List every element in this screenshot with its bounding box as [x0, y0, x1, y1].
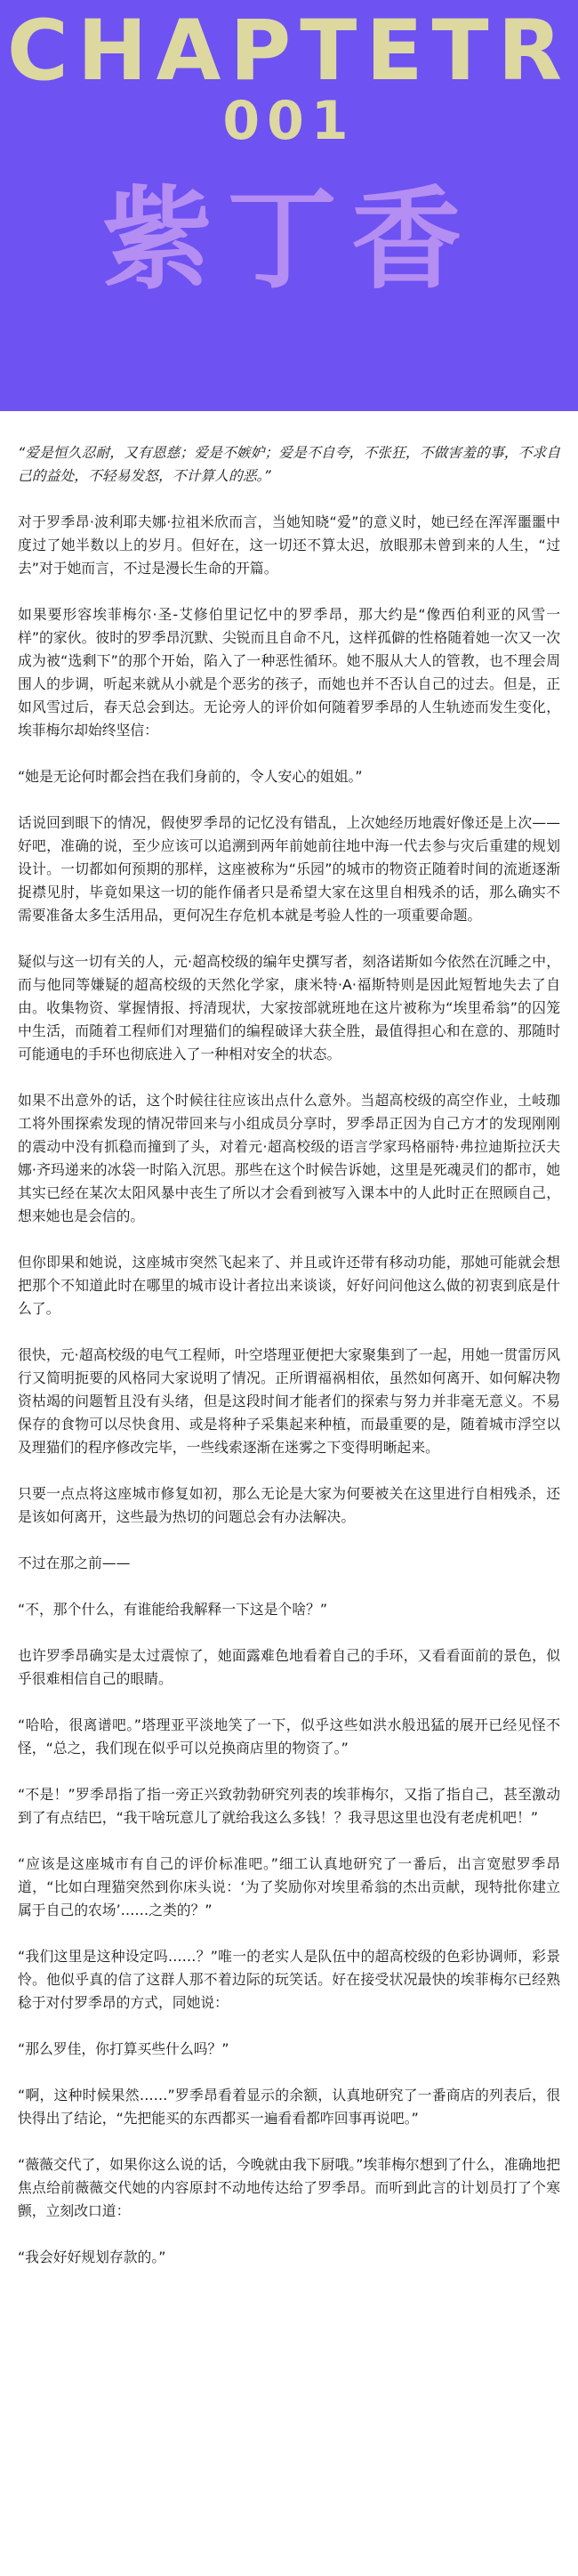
paragraph: “不，那个什么，有谁能给我解释一下这是个啥？” — [18, 1601, 328, 1618]
paragraph: “我们这里是这种设定吗……？”唯一的老实人是队伍中的超高校级的色彩协调师，彩景怜。他似乎真的信了这群人那不着边际的玩笑话。好在接受状况最快的埃菲梅尔已经熟稔于对付罗季昂的方式，同她说： — [18, 1948, 560, 2011]
paragraph: 如果要形容埃菲梅尔·圣-艾修伯里记忆中的罗季昂，那大约是“像西伯利亚的风雪一样”的家伙。彼时的罗季昂沉默、尖锐而且自命不凡，这样孤僻的性格随着她一次又一次成为被“选剩下”的那个开始，陷入了一种恶性循环。她不服从大人的管教，也不理会周围人的步调，听起来就从小就是个恶劣的孩子，而她也并不否认自己的过去。但是，正如风雪过后，春天总会到达。无论旁人的评价如何随着罗季昂的人生轨迹而发生变化，埃菲梅尔却始终坚信： — [18, 606, 560, 739]
paragraph: 如果不出意外的话，这个时候往往应该出点什么意外。当超高校级的高空作业，土岐珈工将外围探索发现的情况带回来与小组成员分享时，罗季昂正因为自己方才的发现刚刚的震动中没有抓稳而撞到了头，对着元·超高校级的语言学家玛格丽特·弗拉迪斯拉沃夫娜·齐玛递来的冰袋一时陷入沉思。那些在这个时候告诉她，这里是死魂灵们的都市，她其实已经在某次太阳风暴中丧生了所以才会看到被写入课本中的人此时正在照顾自己，想来她也是会信的。 — [18, 1092, 560, 1224]
paragraph: 话说回到眼下的情况，假使罗季昂的记忆没有错乱，上次她经历地震好像还是上次——好吧，准确的说，至少应该可以追溯到两年前她前往地中海一代去参与灾后重建的规划设计。一切都如何预期的那样，这座被称为“乐园”的城市的物资正随着时间的流逝逐渐捉襟见肘，毕竟如果这一切的能作俑者只是希望大家在这里自相残杀的话，那么确实不需要准备太多生活用品，更何况生存危机本就是考验人性的一项重要命题。 — [18, 814, 560, 924]
chapter-label: CHAPTETR — [6, 3, 572, 100]
paragraph: “薇薇交代了，如果你这么说的话，今晚就由我下厨哦。”埃菲梅尔想到了什么，准确地把焦点给前薇薇交代她的内容原封不动地传达给了罗季昂。而听到此言的计划员打了个寒颤，立刻改口道： — [18, 2156, 560, 2219]
chapter-body — [18, 411, 560, 2269]
paragraph: 也许罗季昂确实是太过震惊了，她面露难色地看着自己的手环，又看看面前的景色，似乎很难相信自己的眼睛。 — [18, 1647, 560, 1687]
chapter-title: 紫丁香 — [101, 176, 476, 304]
paragraph: “应该是这座城市有自己的评价标准吧。”细工认真地研究了一番后，出言宽慰罗季昂道，“比如白理猫突然到你床头说：‘为了奖励你对埃里希翁的杰出贡献，现特批你建立属于自己的农场’……之类的？” — [18, 1855, 560, 1918]
paragraph: 只要一点点将这座城市修复如初，那么无论是大家为何要被关在这里进行自相残杀，还是该如何离开，这些最为热切的问题总会有办法解决。 — [18, 1485, 560, 1525]
paragraph: 不过在那之前—— — [18, 1554, 131, 1571]
paragraph: 疑似与这一切有关的人，元·超高校级的编年史撰写者，刻洛诺斯如今依然在沉睡之中，而与他同等嫌疑的超高校级的天然化学家，康米特·A·福斯特则是因此短暂地失去了自由。收集物资、掌握情报、捋清现状，大家按部就班地在这片被称为“埃里希翁”的囚笼中生活，而随着工程师们对理猫们的编程破译大获全胜，最值得担心和在意的、那随时可能通电的手环也彻底进入了一种相对安全的状态。 — [18, 953, 560, 1062]
chapter-header — [0, 0, 578, 411]
paragraph: 但你即果和她说，这座城市突然飞起来了、并且或许还带有移动功能，那她可能就会想把那个不知道此时在哪里的城市设计者拉出来谈谈，好好问问他这么做的初衷到底是什么了。 — [18, 1254, 560, 1317]
paragraph: “那么罗佳，你打算买些什么吗？” — [18, 2040, 229, 2057]
paragraph: “哈哈，很离谱吧。”塔理亚平淡地笑了一下，似乎这些如洪水般迅猛的展开已经见怪不怪，“总之，我们现在似乎可以兑换商店里的物资了。” — [18, 1716, 560, 1756]
paragraph: “不是！”罗季昂指了指一旁正兴致勃勃研究列表的埃菲梅尔，又指了指自己，甚至激动到了有点结巴，“我干啥玩意儿了就给我这么多钱！？我寻思这里也没有老虎机吧！” — [18, 1786, 560, 1826]
paragraph: “我会好好规划存款的。” — [18, 2249, 166, 2265]
chapter-number: 001 — [222, 90, 356, 152]
epigraph-quote: “爱是恒久忍耐，又有恩慈；爱是不嫉妒；爱是不自夸，不张狂，不做害羞的事，不求自己的益处，不轻易发怒，不计算人的恶。” — [18, 444, 560, 484]
paragraph: 对于罗季昂·波利耶夫娜·拉祖米欣而言，当她知晓“爱”的意义时，她已经在浑浑噩噩中度过了她半数以上的岁月。但好在，这一切还不算太迟，放眼那未曾到来的人生，“过去”对于她而言，不过是漫长生命的开篇。 — [18, 513, 560, 577]
paragraph: 很快，元·超高校级的电气工程师，叶空塔理亚便把大家聚集到了一起，用她一贯雷厉风行又简明扼要的风格同大家说明了情况。正所谓福祸相依，虽然如何离开、如何解决物资枯竭的问题暂且没有头绪，但是这段时间才能者们的探索与努力并非毫无意义。不易保存的食物可以尽快食用、或是将种子采集起来种植，而最重要的是，随着城市浮空以及理猫们的程序修改完毕，一些线索逐渐在迷雾之下变得明晰起来。 — [18, 1346, 560, 1456]
paragraph: “她是无论何时都会挡在我们身前的，令人安心的姐姐。” — [18, 768, 363, 785]
paragraph: “啊，这种时候果然……”罗季昂看着显示的余额，认真地研究了一番商店的列表后，很快得出了结论，“先把能买的东西都买一遍看看都咋回事再说吧。” — [18, 2087, 560, 2127]
